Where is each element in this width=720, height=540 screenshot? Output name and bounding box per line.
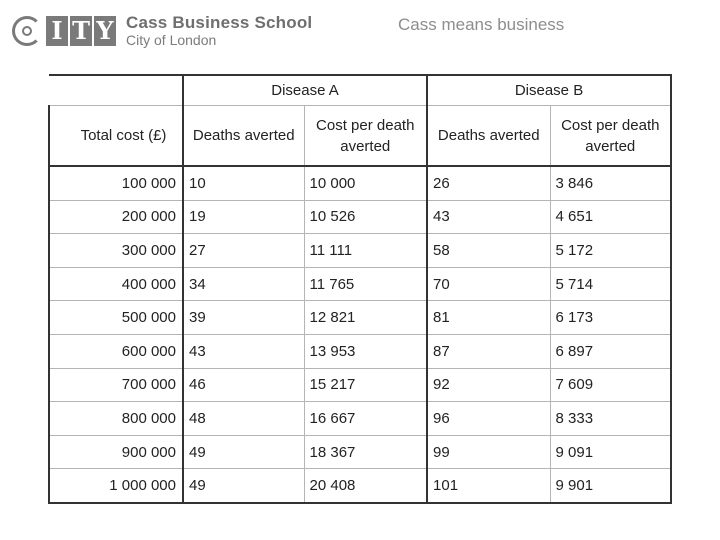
total-cost-cell: 300 000 [49, 234, 183, 268]
a-cost-cell: 12 821 [304, 301, 427, 335]
city-logo-mark [12, 15, 116, 47]
a-deaths-cell: 10 [183, 166, 304, 200]
total-cost-cell: 200 000 [49, 200, 183, 234]
city-logo [12, 14, 312, 47]
a-cost-cell: 10 000 [304, 166, 427, 200]
b-deaths-cell: 87 [427, 334, 550, 368]
a-deaths-cell: 27 [183, 234, 304, 268]
a-deaths-cell: 49 [183, 435, 304, 469]
total-cost-header: Total cost (£) [49, 106, 183, 167]
a-deaths-cell: 19 [183, 200, 304, 234]
cost-table [48, 74, 672, 504]
a-deaths-cell: 46 [183, 368, 304, 402]
b-cost-cell: 9 901 [550, 469, 671, 503]
table-row [49, 200, 671, 234]
total-cost-cell: 900 000 [49, 435, 183, 469]
b-deaths-cell: 81 [427, 301, 550, 335]
school-name: Cass Business School [126, 13, 313, 32]
total-cost-cell: 800 000 [49, 402, 183, 436]
total-cost-cell: 500 000 [49, 301, 183, 335]
school-subtitle: City of London [126, 32, 217, 48]
a-deaths-cell: 39 [183, 301, 304, 335]
table-row [49, 301, 671, 335]
total-cost-cell: 100 000 [49, 166, 183, 200]
table-body [49, 166, 671, 503]
table-row [49, 334, 671, 368]
a-cost-cell: 15 217 [304, 368, 427, 402]
b-cost-header: Cost per death averted [550, 106, 671, 167]
a-deaths-cell: 43 [183, 334, 304, 368]
a-deaths-cell: 34 [183, 267, 304, 301]
b-cost-cell: 9 091 [550, 435, 671, 469]
city-logo-letter: T [70, 16, 92, 46]
b-deaths-cell: 99 [427, 435, 550, 469]
a-deaths-header: Deaths averted [183, 106, 304, 167]
b-cost-cell: 5 172 [550, 234, 671, 268]
b-deaths-cell: 96 [427, 402, 550, 436]
disease-a-header: Disease A [183, 75, 427, 106]
b-cost-cell: 8 333 [550, 402, 671, 436]
b-cost-cell: 3 846 [550, 166, 671, 200]
table-row [49, 368, 671, 402]
disease-b-header: Disease B [427, 75, 671, 106]
city-logo-c-icon [12, 16, 42, 46]
sub-header-row [49, 106, 671, 167]
a-cost-header: Cost per death averted [304, 106, 427, 167]
a-cost-cell: 10 526 [304, 200, 427, 234]
b-cost-cell: 6 173 [550, 301, 671, 335]
table-row [49, 402, 671, 436]
b-deaths-cell: 92 [427, 368, 550, 402]
b-cost-cell: 5 714 [550, 267, 671, 301]
b-deaths-cell: 101 [427, 469, 550, 503]
b-deaths-cell: 43 [427, 200, 550, 234]
a-cost-cell: 18 367 [304, 435, 427, 469]
b-deaths-header: Deaths averted [427, 106, 550, 167]
table-row [49, 435, 671, 469]
a-cost-cell: 13 953 [304, 334, 427, 368]
total-cost-cell: 600 000 [49, 334, 183, 368]
school-title-block [126, 14, 312, 47]
city-logo-letter: I [46, 16, 68, 46]
b-cost-cell: 6 897 [550, 334, 671, 368]
b-cost-cell: 7 609 [550, 368, 671, 402]
b-deaths-cell: 58 [427, 234, 550, 268]
b-deaths-cell: 70 [427, 267, 550, 301]
a-deaths-cell: 48 [183, 402, 304, 436]
total-cost-cell: 1 000 000 [49, 469, 183, 503]
group-header-row [49, 75, 671, 106]
a-deaths-cell: 49 [183, 469, 304, 503]
a-cost-cell: 11 111 [304, 234, 427, 268]
total-cost-cell: 700 000 [49, 368, 183, 402]
table-row [49, 267, 671, 301]
a-cost-cell: 11 765 [304, 267, 427, 301]
total-cost-cell: 400 000 [49, 267, 183, 301]
a-cost-cell: 16 667 [304, 402, 427, 436]
tagline: Cass means business [398, 15, 565, 34]
city-logo-letter: Y [94, 16, 116, 46]
table-row [49, 166, 671, 200]
corner-cell [49, 75, 183, 106]
table-row [49, 234, 671, 268]
b-cost-cell: 4 651 [550, 200, 671, 234]
a-cost-cell: 20 408 [304, 469, 427, 503]
table-row [49, 469, 671, 503]
b-deaths-cell: 26 [427, 166, 550, 200]
